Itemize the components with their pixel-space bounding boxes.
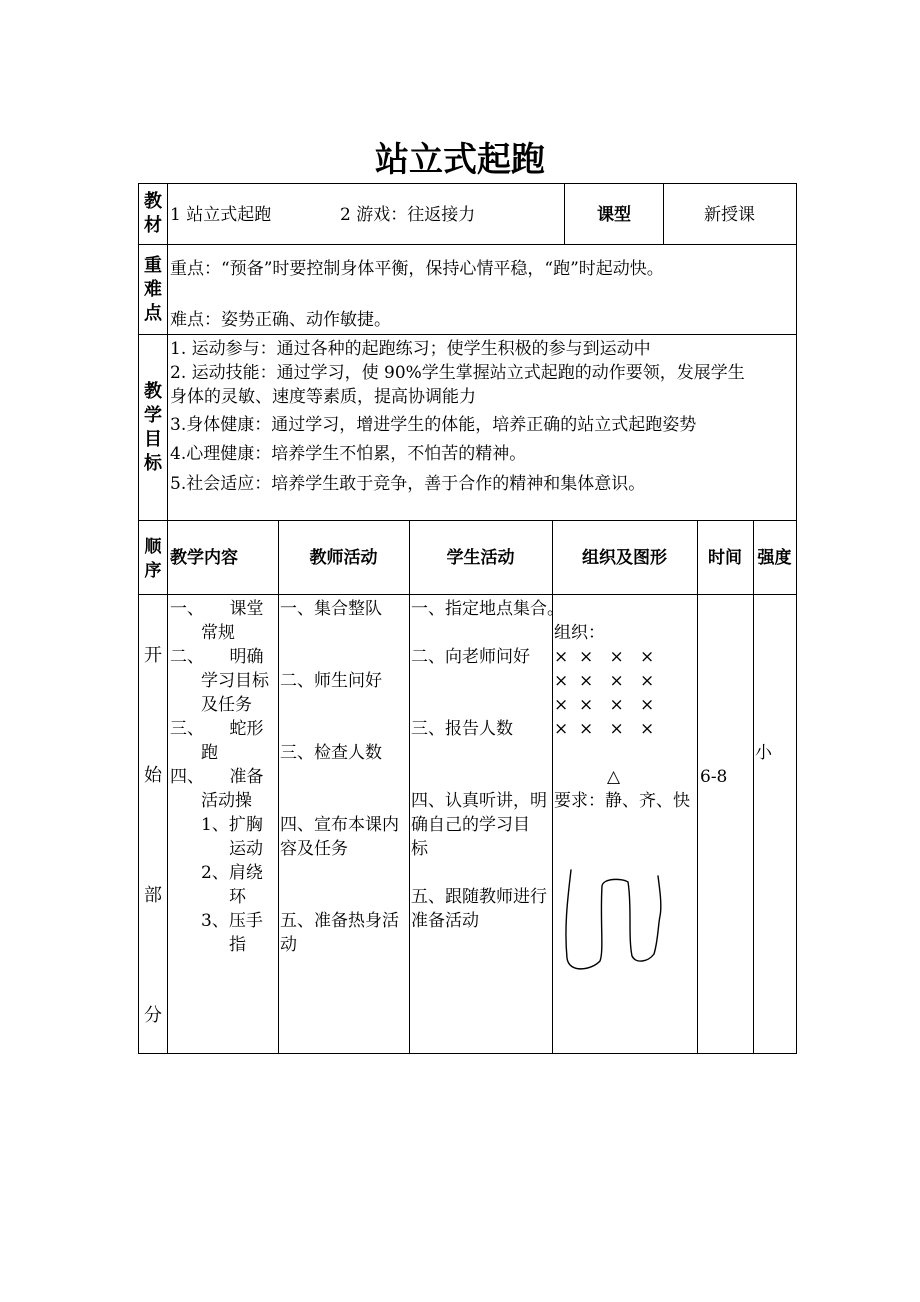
- goal-line-2: 2. 运动技能：通过学习，使 90%学生掌握站立式起跑的动作要领，发展学生: [170, 363, 745, 383]
- page-title: 站立式起跑: [375, 140, 545, 180]
- time-header: 时间: [708, 548, 742, 568]
- lesson-type-value: 新授课: [704, 205, 755, 225]
- formation-row: × × × ×: [554, 719, 655, 739]
- intensity-header: 强度: [757, 548, 792, 568]
- content-line: 四、 准备: [170, 767, 264, 787]
- student-line: 确自己的学习目: [411, 815, 530, 835]
- intensity-value: 小: [755, 743, 772, 763]
- goal-line-5: 4.心理健康：培养学生不怕累，不怕苦的精神。: [170, 444, 527, 464]
- student-line: 二、向老师问好: [411, 647, 530, 667]
- teacher-line: 五、准备热身活: [280, 911, 399, 931]
- content-line: 环: [229, 887, 246, 907]
- teacher-position-icon: △: [607, 767, 621, 787]
- goal-line-1: 1. 运动参与：通过各种的起跑练习；使学生积极的参与到运动中: [170, 339, 651, 359]
- material-item-2: 2 游戏：往返接力: [340, 205, 476, 225]
- student-line: 三、报告人数: [411, 719, 513, 739]
- material-label: 教 材: [144, 191, 162, 236]
- key-points-label: 重 难 点: [144, 255, 162, 324]
- teacher-line: 容及任务: [280, 839, 348, 859]
- requirement-text: 要求：静、齐、快: [554, 791, 690, 811]
- teacher-line: 一、集合整队: [280, 599, 382, 619]
- content-line: 活动操: [201, 791, 252, 811]
- key-point-text: 重点：“预备”时要控制身体平衡，保持心情平稳，“跑”时起动快。: [170, 259, 664, 279]
- difficult-point-text: 难点：姿势正确、动作敏捷。: [170, 310, 391, 330]
- content-line: 一、 课堂: [170, 599, 264, 619]
- teacher-line: 二、师生问好: [280, 671, 382, 691]
- content-line: 指: [229, 935, 246, 955]
- student-header: 学生活动: [446, 548, 515, 568]
- goal-line-4: 3.身体健康：通过学习，增进学生的体能，培养正确的站立式起跑姿势: [170, 415, 697, 435]
- teacher-line: 动: [280, 935, 297, 955]
- student-line: 四、认真听讲，明: [411, 791, 547, 811]
- teacher-header: 教师活动: [309, 548, 378, 568]
- content-line: 三、 蛇形: [170, 719, 264, 739]
- content-line: 跑: [201, 743, 218, 763]
- formation-row: × × × ×: [554, 695, 655, 715]
- section-label-1: 开: [144, 645, 162, 666]
- section-label-3: 部: [144, 885, 162, 906]
- goals-label: 教 学 目 标: [144, 381, 162, 474]
- content-line: 1、扩胸: [201, 815, 263, 835]
- content-line: 3、压手: [201, 911, 263, 931]
- student-line: 标: [411, 839, 428, 859]
- student-line: 一、指定地点集合。: [411, 599, 564, 619]
- teacher-line: 三、检查人数: [280, 743, 382, 763]
- content-line: 学习目标: [201, 671, 269, 691]
- snake-run-path-drawing: [562, 866, 672, 976]
- student-line: 准备活动: [411, 911, 479, 931]
- student-line: 五、跟随教师进行: [411, 887, 547, 907]
- time-value: 6-8: [700, 767, 728, 787]
- section-label-4: 分: [144, 1005, 162, 1026]
- content-line: 二、 明确: [170, 647, 264, 667]
- content-line: 2、肩绕: [201, 863, 263, 883]
- content-line: 常规: [201, 623, 235, 643]
- goal-line-6: 5.社会适应：培养学生敢于竞争，善于合作的精神和集体意识。: [170, 474, 646, 494]
- content-line: 及任务: [201, 695, 252, 715]
- organization-label: 组织：: [554, 623, 605, 643]
- section-label-2: 始: [144, 765, 162, 786]
- lesson-type-label: 课型: [597, 205, 631, 225]
- goal-line-3: 身体的灵敏、速度等素质，提高协调能力: [170, 387, 476, 407]
- formation-row: × × × ×: [554, 647, 655, 667]
- material-item-1: 1 站立式起跑: [170, 205, 272, 225]
- content-line: 运动: [229, 839, 263, 859]
- teacher-line: 四、宣布本课内: [280, 815, 399, 835]
- content-header: 教学内容: [170, 548, 238, 568]
- formation-row: × × × ×: [554, 671, 655, 691]
- order-header: 顺 序: [144, 537, 162, 581]
- organization-header: 组织及图形: [582, 548, 667, 568]
